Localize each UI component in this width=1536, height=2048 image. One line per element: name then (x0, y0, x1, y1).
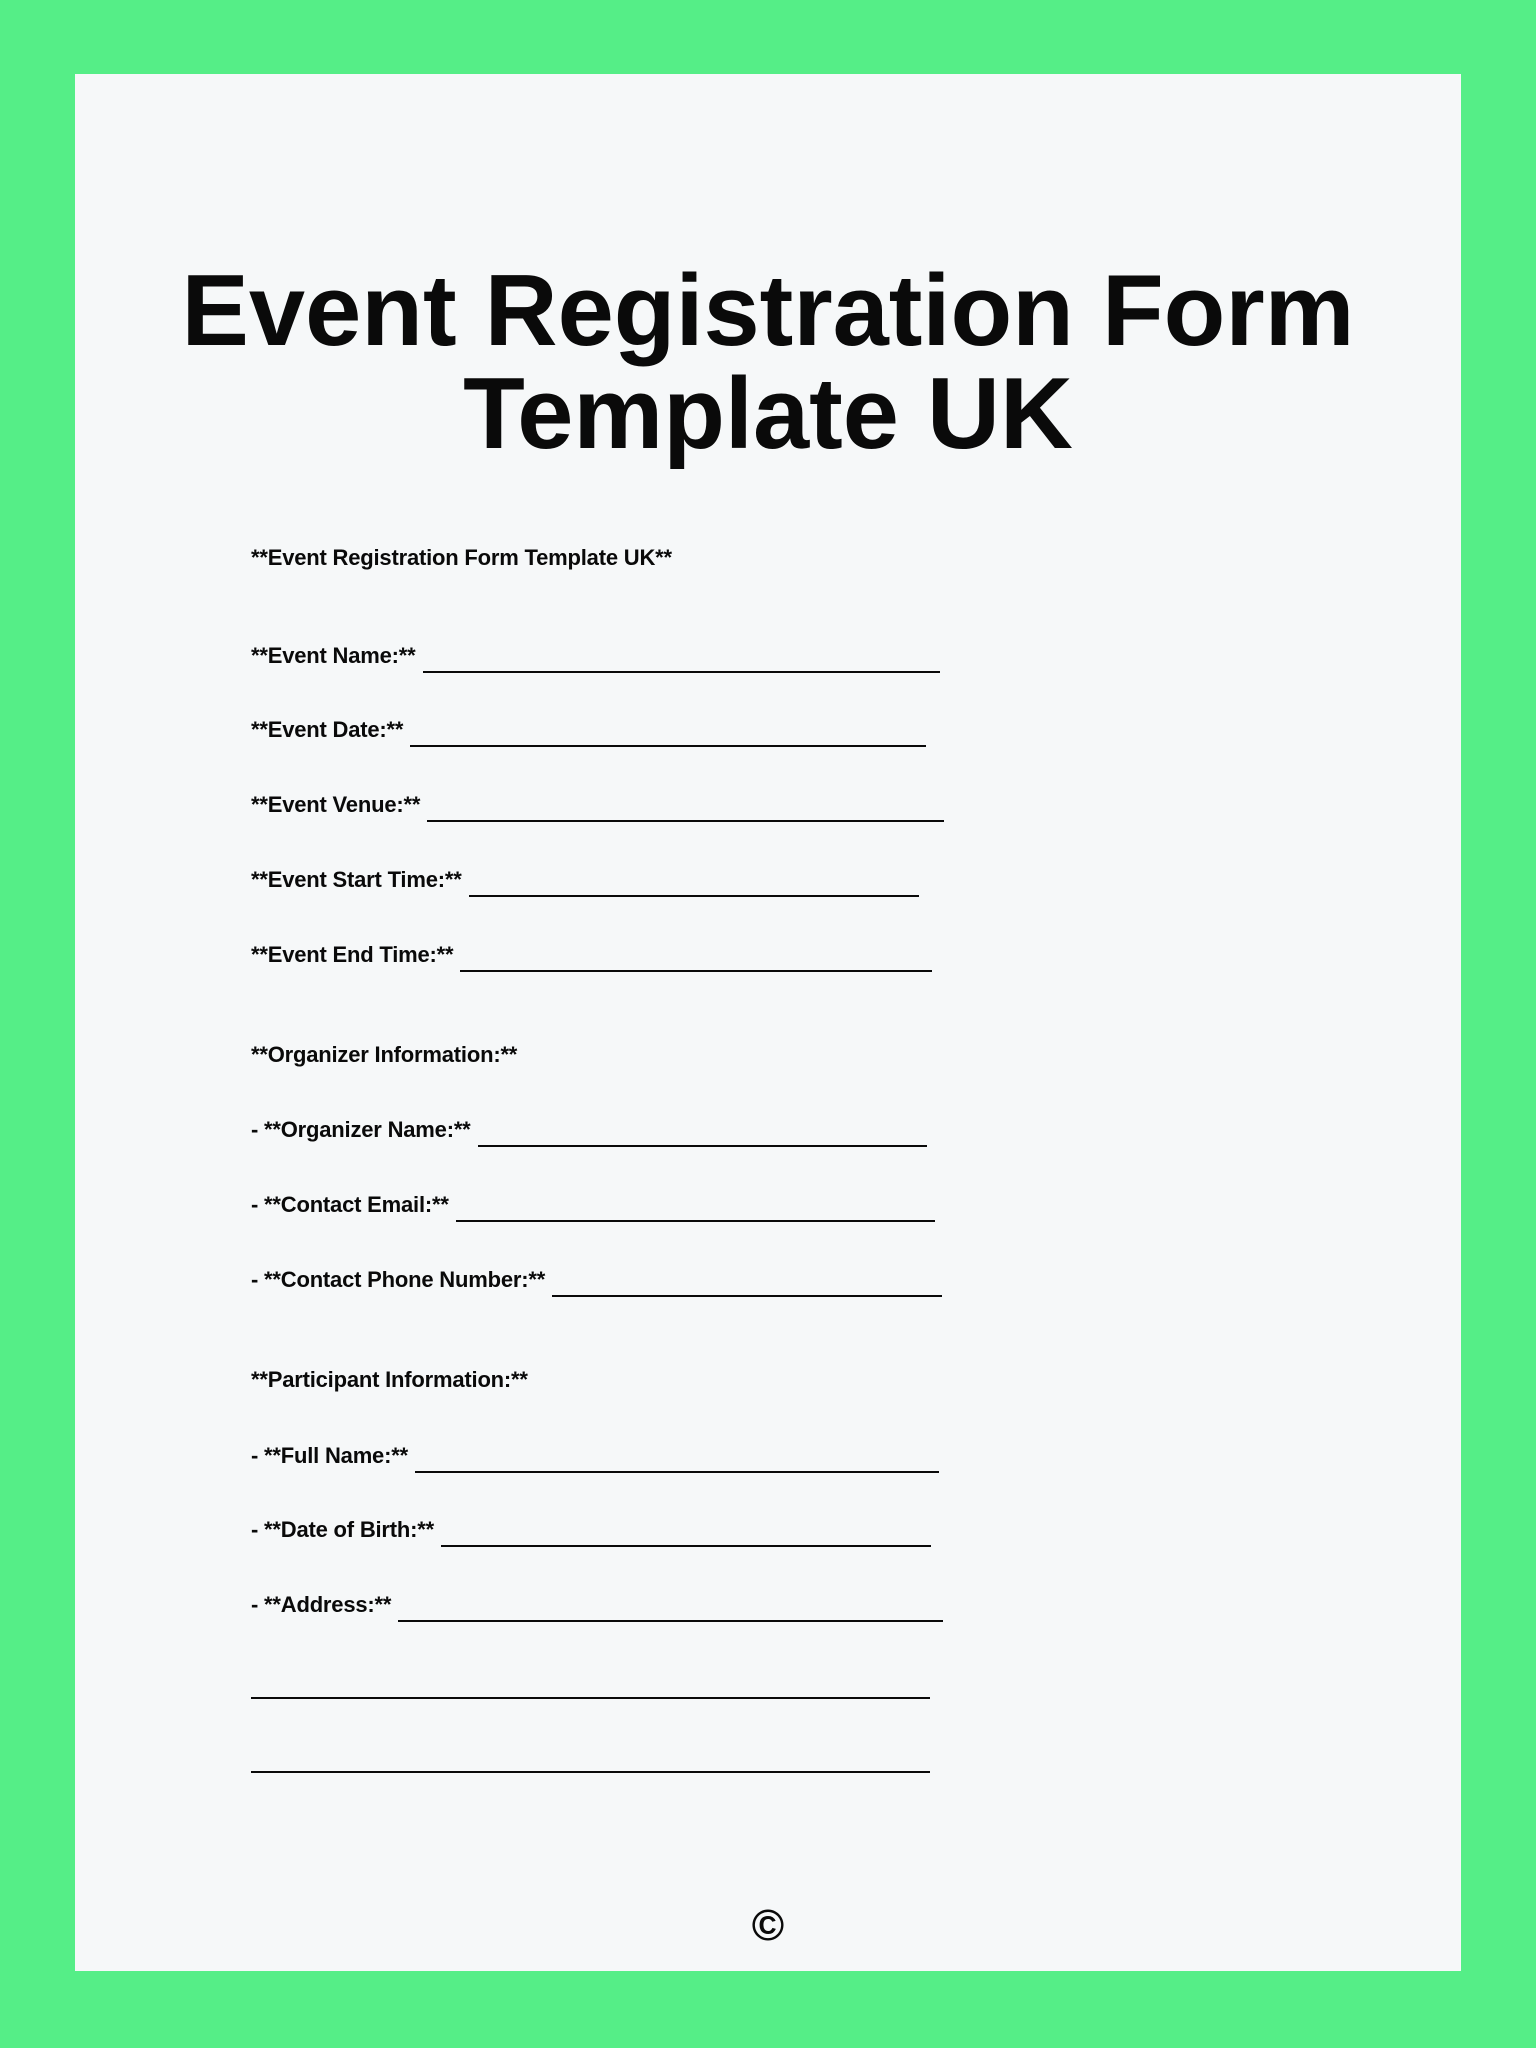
date-of-birth-fill-line[interactable] (441, 1544, 931, 1547)
event-end-time-fill-line[interactable] (460, 969, 932, 972)
field-row-organizer-name (251, 1116, 1461, 1147)
field-row-full-name (251, 1442, 1461, 1473)
document-page (75, 74, 1461, 1971)
heading-organizer-information (251, 1041, 1461, 1068)
contact-phone-number-fill-line[interactable] (552, 1294, 942, 1297)
address-label: - **Address:** (251, 1592, 392, 1617)
organizer-name-label: - **Organizer Name:** (251, 1117, 471, 1142)
date-of-birth-label: - **Date of Birth:** (251, 1517, 435, 1542)
event-venue-label: **Event Venue:** (251, 792, 421, 817)
document-title (75, 255, 1461, 470)
contact-email-label: - **Contact Email:** (251, 1192, 449, 1217)
field-row-event-venue (251, 791, 1461, 822)
field-row-event-end-time (251, 941, 1461, 972)
organizer-information-text: **Organizer Information:** (251, 1042, 518, 1067)
heading-participant-information (251, 1366, 1461, 1393)
copyright-symbol: © (751, 1901, 785, 1950)
address-fill-line[interactable] (398, 1619, 943, 1622)
full-name-label: - **Full Name:** (251, 1443, 408, 1468)
participant-information-text: **Participant Information:** (251, 1367, 528, 1392)
contact-email-fill-line[interactable] (456, 1219, 935, 1222)
field-row-contact-email (251, 1191, 1461, 1222)
field-row-date-of-birth (251, 1516, 1461, 1547)
title-line-2: Template UK (463, 358, 1073, 470)
organizer-name-fill-line[interactable] (478, 1144, 927, 1147)
event-venue-fill-line[interactable] (427, 819, 944, 822)
event-name-label: **Event Name:** (251, 643, 416, 668)
heading-subtitle (251, 544, 1461, 571)
event-end-time-label: **Event End Time:** (251, 942, 454, 967)
event-start-time-label: **Event Start Time:** (251, 867, 462, 892)
field-row-contact-phone-number (251, 1266, 1461, 1297)
address-extra-line-1[interactable] (251, 1697, 930, 1699)
full-name-fill-line[interactable] (415, 1470, 939, 1473)
field-row-event-name (251, 642, 1461, 673)
contact-phone-number-label: - **Contact Phone Number:** (251, 1267, 546, 1292)
field-row-event-date (251, 716, 1461, 747)
subtitle-text: **Event Registration Form Template UK** (251, 545, 672, 570)
event-start-time-fill-line[interactable] (469, 894, 919, 897)
address-extra-line-2[interactable] (251, 1771, 930, 1773)
event-date-label: **Event Date:** (251, 717, 404, 742)
field-row-address (251, 1591, 1461, 1622)
event-date-fill-line[interactable] (410, 744, 926, 747)
title-line-1: Event Registration Form (181, 255, 1355, 367)
field-row-event-start-time (251, 866, 1461, 897)
event-name-fill-line[interactable] (423, 670, 940, 673)
